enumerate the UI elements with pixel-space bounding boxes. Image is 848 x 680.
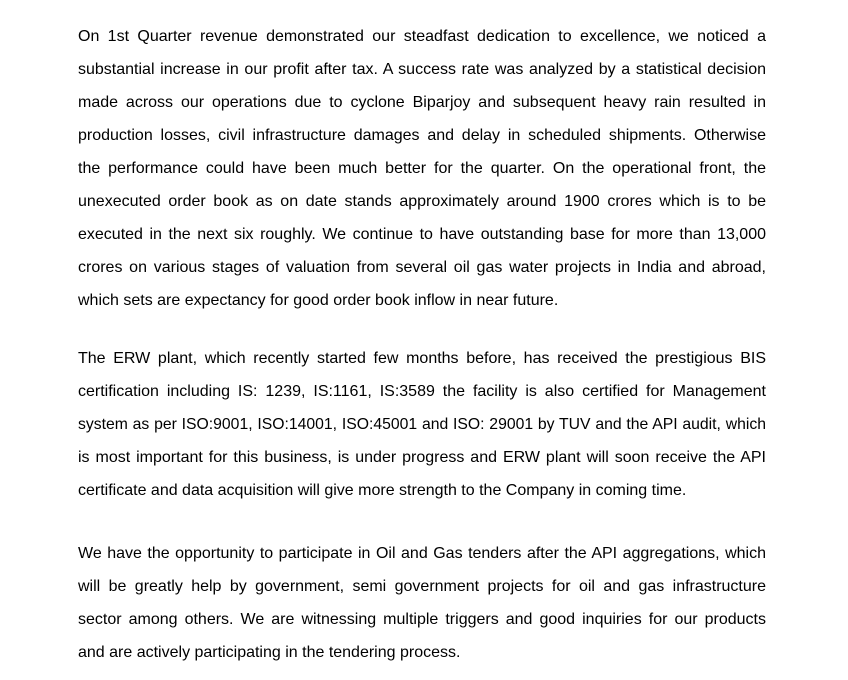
paragraph-line: unexecuted order book as on date stands approximately around 1900 crores which is to be	[78, 193, 766, 210]
paragraph-line: The ERW plant, which recently started few months before, has received the prestigious BIS	[78, 350, 766, 367]
paragraph-line: the performance could have been much better for the quarter. On the operational front, the	[78, 160, 766, 177]
paragraph-oil-gas-tenders	[78, 541, 766, 673]
paragraph-line: and are actively participating in the tendering process.	[78, 644, 461, 661]
paragraph-line: sector among others. We are witnessing multiple triggers and good inquiries for our products	[78, 611, 766, 628]
paragraph-line: substantial increase in our profit after tax. A success rate was analyzed by a statistical decision	[78, 61, 766, 78]
paragraph-erw-plant	[78, 346, 766, 511]
paragraph-line: crores on various stages of valuation from several oil gas water projects in India and abroad,	[78, 259, 766, 276]
paragraph-line: certification including IS: 1239, IS:1161, IS:3589 the facility is also certified for Management	[78, 383, 766, 400]
paragraph-line: On 1st Quarter revenue demonstrated our steadfast dedication to excellence, we noticed a	[78, 28, 766, 45]
paragraph-line: We have the opportunity to participate in Oil and Gas tenders after the API aggregations, which	[78, 545, 766, 562]
paragraph-line: made across our operations due to cyclone Biparjoy and subsequent heavy rain resulted in	[78, 94, 766, 111]
paragraph-line: certificate and data acquisition will give more strength to the Company in coming time.	[78, 482, 687, 499]
paragraph-line: which sets are expectancy for good order book inflow in near future.	[78, 292, 559, 309]
paragraph-line: production losses, civil infrastructure damages and delay in scheduled shipments. Otherwise	[78, 127, 766, 144]
paragraph-quarter-revenue	[78, 24, 766, 321]
paragraph-line: system as per ISO:9001, ISO:14001, ISO:45001 and ISO: 29001 by TUV and the API audit, which	[78, 416, 766, 433]
paragraph-line: is most important for this business, is under progress and ERW plant will soon receive the API	[78, 449, 766, 466]
paragraph-line: executed in the next six roughly. We continue to have outstanding base for more than 13,000	[78, 226, 766, 243]
paragraph-line: will be greatly help by government, semi government projects for oil and gas infrastructure	[78, 578, 766, 595]
